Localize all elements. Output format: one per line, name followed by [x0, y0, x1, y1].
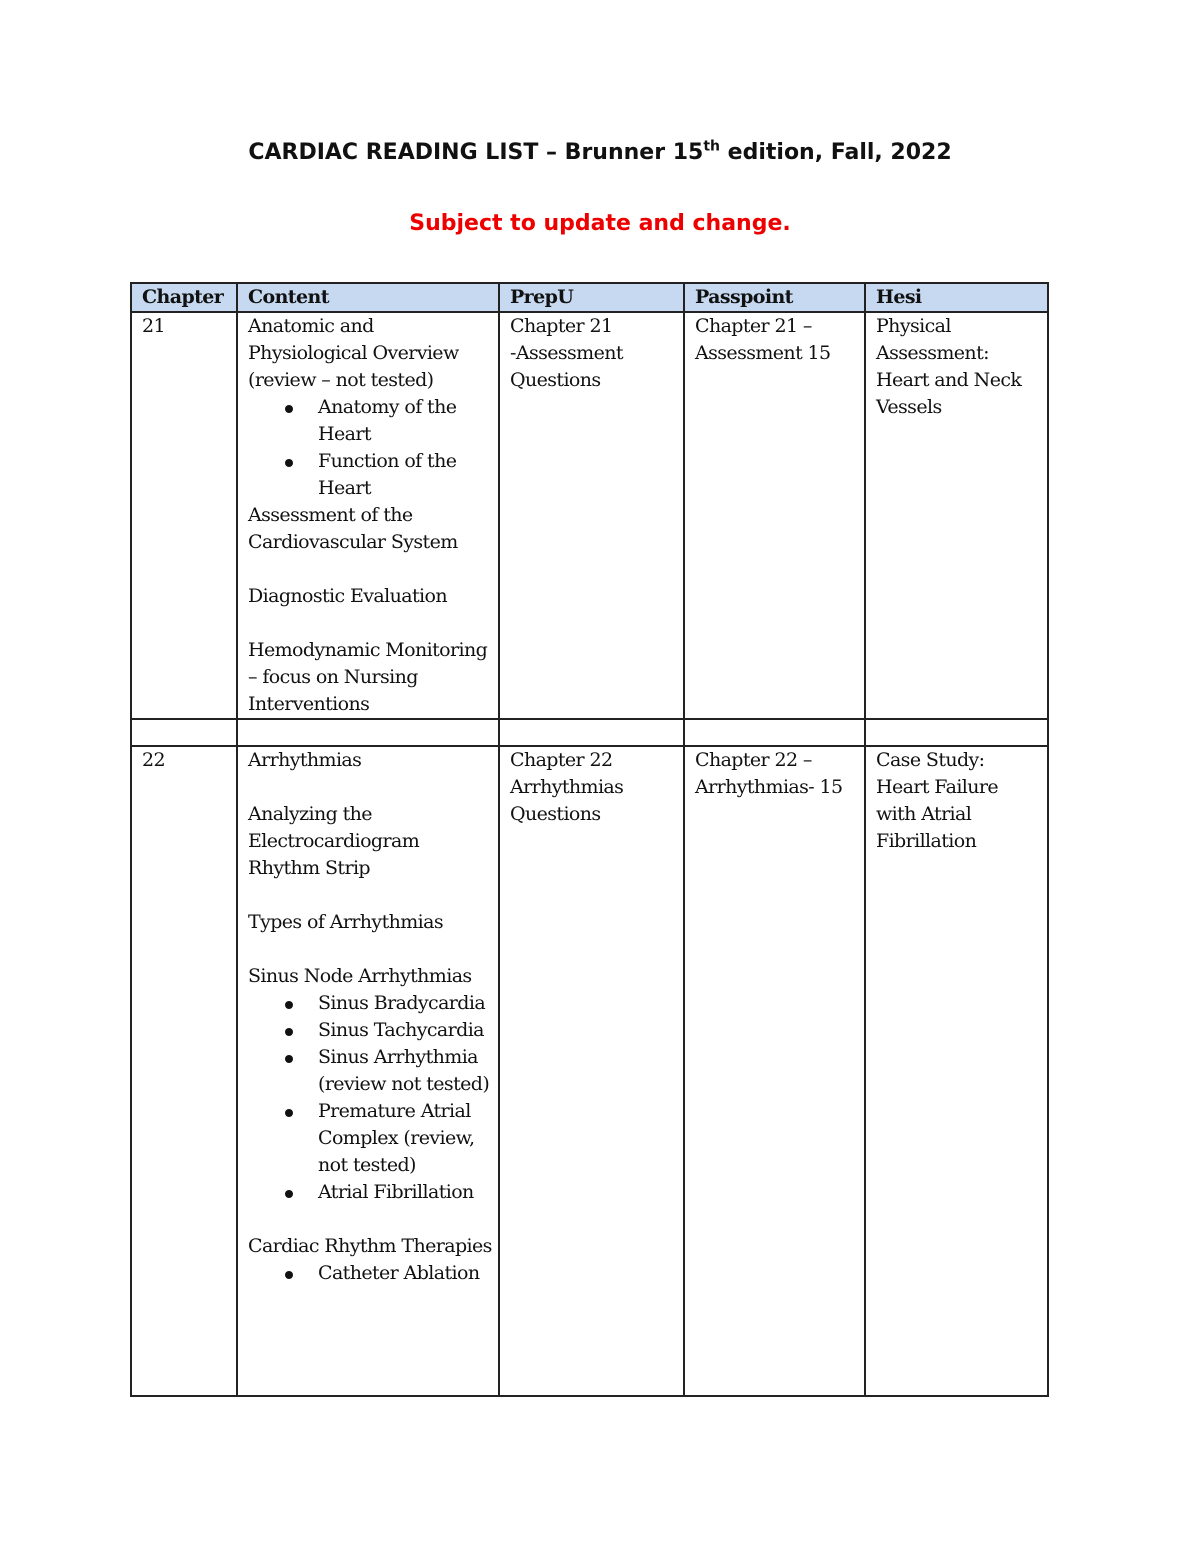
passpoint-line: Assessment 15 — [695, 342, 831, 364]
content-cell — [237, 746, 499, 1396]
header-prepu: PrepU — [499, 283, 684, 312]
prepu-line: Chapter 21 — [510, 315, 613, 337]
prepu-line: Arrhythmias — [510, 776, 624, 798]
bullet-item: Atrial Fibrillation — [318, 1179, 494, 1206]
header-passpoint: Passpoint — [684, 283, 865, 312]
header-content: Content — [237, 283, 499, 312]
chapter-cell: 21 — [131, 312, 237, 719]
hesi-line: Physical — [876, 315, 951, 337]
bullet-item: Premature Atrial Complex (review, not tested) — [318, 1098, 494, 1179]
table-row — [131, 312, 1048, 719]
passpoint-cell — [684, 312, 865, 719]
empty-cell — [131, 719, 237, 746]
bullet-item: Anatomy of the Heart — [318, 394, 494, 448]
bullet-item: Catheter Ablation — [318, 1260, 494, 1287]
hesi-line: Assessment: — [876, 342, 989, 364]
empty-cell — [499, 719, 684, 746]
content-line: Assessment of the Cardiovascular System — [248, 504, 458, 553]
hesi-line: Vessels — [876, 396, 942, 418]
content-line: Types of Arrhythmias — [248, 911, 444, 933]
bullet-item: Function of the Heart — [318, 448, 494, 502]
prepu-line: Questions — [510, 369, 601, 391]
empty-cell — [237, 719, 499, 746]
chapter-cell: 22 — [131, 746, 237, 1396]
hesi-cell — [865, 312, 1048, 719]
title-superscript: th — [703, 138, 721, 155]
content-line: Physiological Overview — [248, 342, 459, 364]
bullet-item: Sinus Bradycardia — [318, 990, 494, 1017]
prepu-line: Questions — [510, 803, 601, 825]
content-line: Analyzing the Electrocardiogram Rhythm Strip — [248, 803, 420, 879]
content-line: Hemodynamic Monitoring – focus on Nursing Interventions — [248, 639, 488, 715]
content-cell — [237, 312, 499, 719]
prepu-cell — [499, 746, 684, 1396]
passpoint-line: Chapter 22 – — [695, 749, 812, 771]
bullet-list — [248, 990, 494, 1206]
header-hesi: Hesi — [865, 283, 1048, 312]
bullet-item: Sinus Tachycardia — [318, 1017, 494, 1044]
hesi-cell — [865, 746, 1048, 1396]
reading-list-table — [130, 282, 1049, 1397]
passpoint-line: Arrhythmias- 15 — [695, 776, 843, 798]
prepu-line: -Assessment — [510, 342, 623, 364]
header-chapter: Chapter — [131, 283, 237, 312]
content-line: Anatomic and — [248, 315, 374, 337]
table-header-row — [131, 283, 1048, 312]
hesi-line: Fibrillation — [876, 830, 977, 852]
content-line: Diagnostic Evaluation — [248, 585, 447, 607]
content-line: Cardiac Rhythm Therapies — [248, 1235, 492, 1257]
table-row — [131, 746, 1048, 1396]
empty-cell — [865, 719, 1048, 746]
page-title — [0, 140, 1200, 165]
hesi-line: Case Study: — [876, 749, 985, 771]
bullet-list — [248, 1260, 494, 1287]
bullet-item: Sinus Arrhythmia (review not tested) — [318, 1044, 494, 1098]
hesi-line: with Atrial — [876, 803, 972, 825]
passpoint-cell — [684, 746, 865, 1396]
empty-cell — [684, 719, 865, 746]
prepu-cell — [499, 312, 684, 719]
hesi-line: Heart and Neck — [876, 369, 1022, 391]
prepu-line: Chapter 22 — [510, 749, 613, 771]
empty-table-row — [131, 719, 1048, 746]
title-prefix: CARDIAC READING LIST – Brunner 15 — [248, 140, 704, 165]
title-suffix: edition, Fall, 2022 — [720, 140, 952, 165]
content-line: Sinus Node Arrhythmias — [248, 965, 472, 987]
content-line: Arrhythmias — [248, 749, 362, 771]
passpoint-line: Chapter 21 – — [695, 315, 812, 337]
page-subtitle: Subject to update and change. — [409, 211, 791, 236]
hesi-line: Heart Failure — [876, 776, 999, 798]
bullet-list — [248, 394, 494, 502]
content-line: (review – not tested) — [248, 369, 434, 391]
